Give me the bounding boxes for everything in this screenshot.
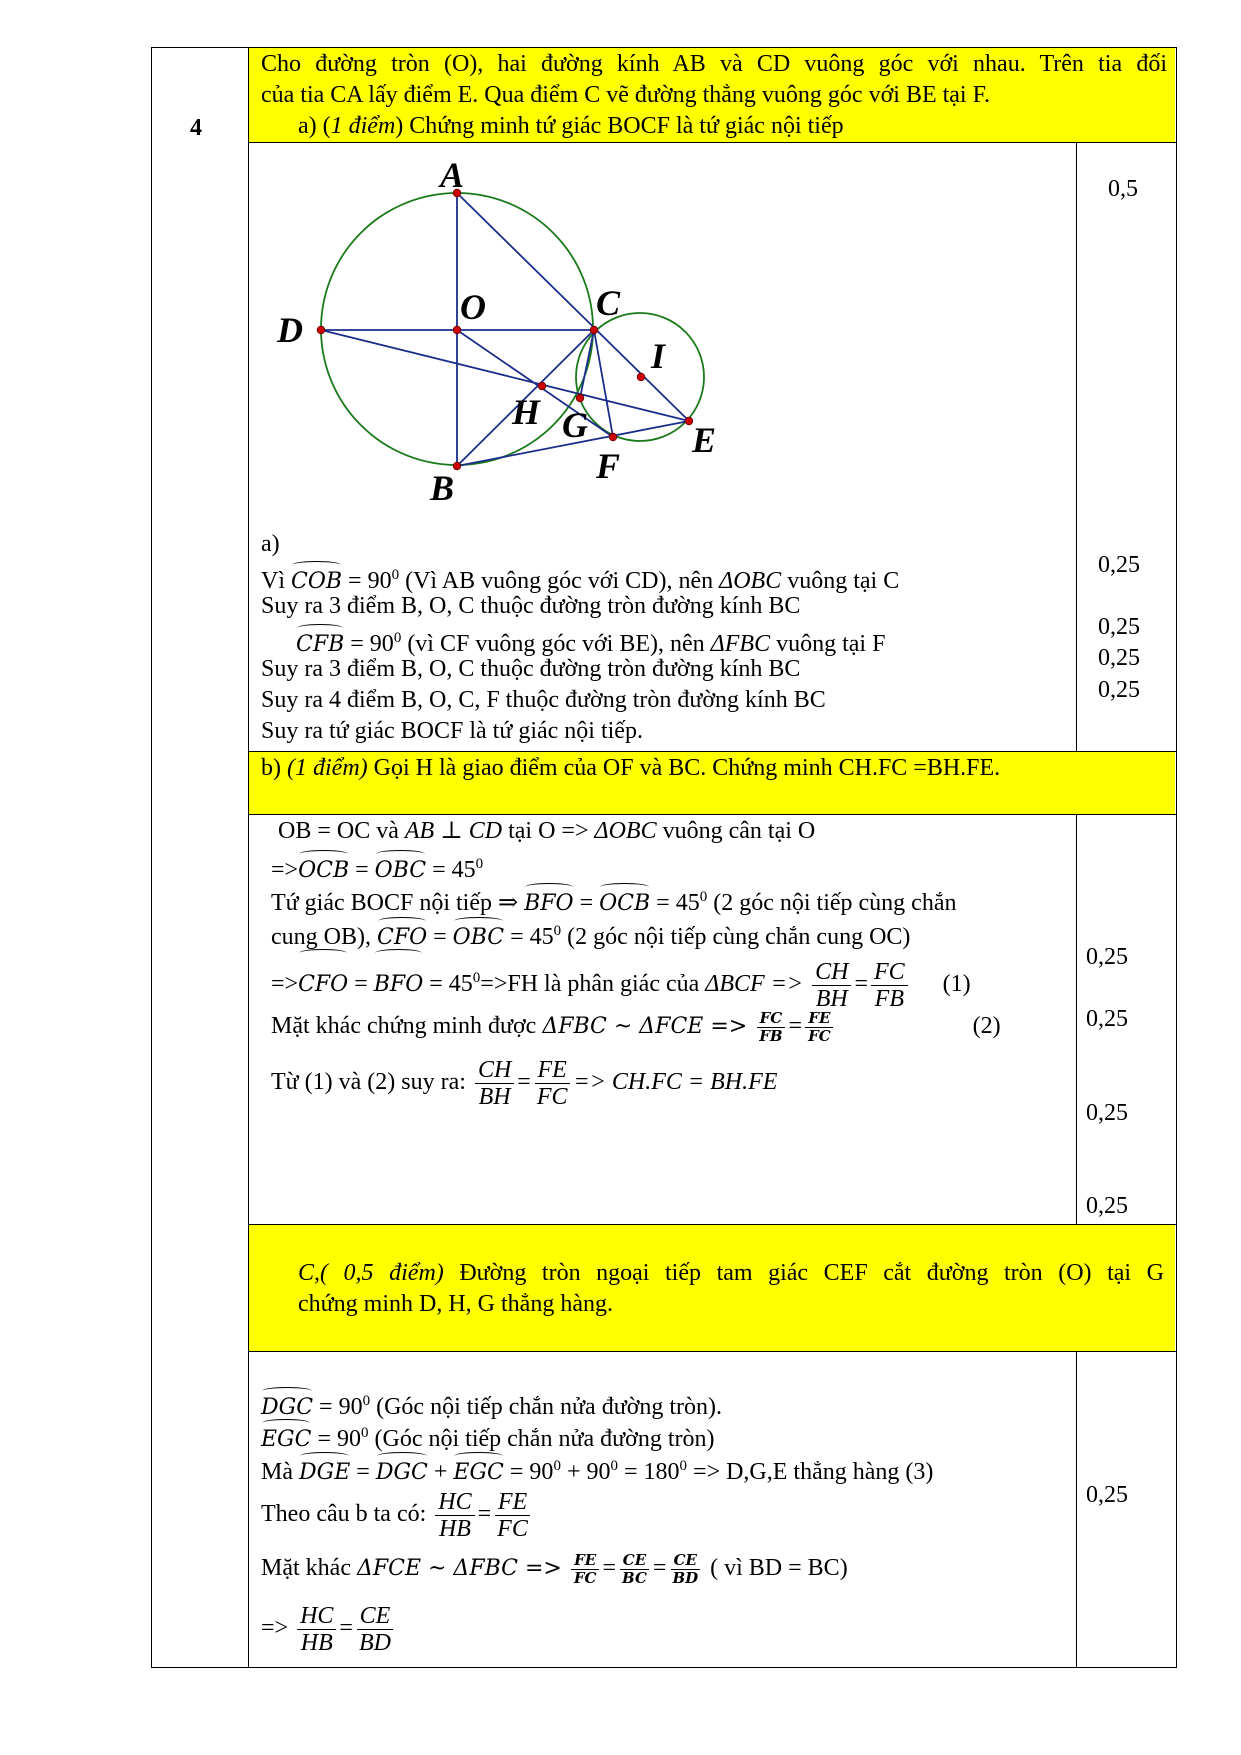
fraction-hc-hb-2: $\frac{HC}{HB}$ [297, 1603, 336, 1656]
score-a-3: 0,25 [1098, 645, 1140, 671]
label-c: C [596, 283, 621, 323]
label-f: F [596, 446, 621, 486]
fraction-fe-fc-small: $\frac{FE}{FC}$ [571, 1552, 600, 1587]
part-c-line-2: EGC = $90^0$ (Góc nội tiếp chắn nửa đường tròn) [261, 1425, 715, 1452]
part-a-prefix: a) ( [298, 113, 331, 139]
highlight-part-c [249, 1225, 1175, 1351]
point-labels [276, 155, 716, 508]
score-a-2: 0,25 [1098, 614, 1140, 640]
part-a-line-3: CFB = $90^0$ (vì CF vuông góc với BE), nên ΔFBC vuông tại F [296, 630, 886, 657]
part-c-line-5: Mặt khác ΔFCE ~ ΔFBC => $\frac{FE}{FC}$ = $\frac{CE}{BC}$ = $\frac{CE}{BD}$ ( vì BD = BC) [261, 1550, 848, 1587]
fraction-fc-fb: $\frac{FC}{FB}$ [871, 959, 908, 1012]
label-g: G [562, 405, 588, 445]
part-a-line-1: Vì COB = $90^0$ (Vì AB vuông góc với CD), nên ΔOBC vuông tại C [261, 567, 900, 594]
angle-cfb: CFB [296, 632, 345, 657]
point-o [453, 326, 461, 334]
part-a-points: 1 điểm [330, 113, 396, 139]
border-score-b [1076, 815, 1077, 1225]
point-i [637, 373, 645, 381]
fraction-ce-bd: $\frac{CE}{BD}$ [356, 1603, 394, 1656]
segment-ae [457, 193, 689, 421]
border-score-a [1076, 143, 1077, 752]
score-b-1: 0,25 [1086, 944, 1128, 970]
fraction-ce-bc-small: $\frac{CE}{BC}$ [619, 1552, 650, 1587]
border-h1 [248, 142, 1177, 143]
score-a-4: 0,25 [1098, 677, 1140, 703]
fraction-ce-bd-small: $\frac{CE}{BD}$ [672, 1550, 699, 1587]
part-a-heading: a) [261, 531, 280, 557]
part-b-line-7: Từ (1) và (2) suy ra: $\frac{CH}{BH}$ = $\frac{FE}{FC}$ => CH.FC = BH.FE [271, 1056, 778, 1110]
part-b-line-6: Mặt khác chứng minh được ΔFBC ~ ΔFCE => $\frac{FC}{FB}$ = $\frac{FE}{FC}$ (2) [271, 1008, 1001, 1045]
point-f [609, 433, 617, 441]
point-g [576, 394, 584, 402]
fraction-ch-bh-2: $\frac{CH}{BH}$ [475, 1057, 514, 1110]
part-c-line-6: => $\frac{HC}{HB}$ = $\frac{CE}{BD}$ [261, 1598, 397, 1658]
segment-de [321, 330, 689, 421]
part-b-line-5: =>CFO = BFO = $45^0=>FH$ là phân giác của ΔBCF => $\frac{CH}{BH}$ = $\frac{FC}{FB}$ (1) [271, 948, 971, 1015]
part-c-line-1: DGC = $90^0$ (Góc nội tiếp chắn nửa đường tròn). [261, 1393, 723, 1420]
geometry-figure [270, 150, 730, 510]
segments [321, 193, 689, 466]
border-top [151, 47, 1177, 48]
segment-cf [594, 330, 613, 437]
border-col1 [248, 47, 249, 1668]
label-o: O [460, 287, 486, 327]
fraction-fc-fb-small: $\frac{FC}{FB}$ [756, 1010, 785, 1045]
part-b-line-3: Tứ giác BOCF nội tiếp ⇒ BFO = OCB = $45^0$ (2 góc nội tiếp cùng chắn [271, 889, 957, 916]
label-e: E [692, 420, 717, 460]
point-h [538, 382, 546, 390]
border-h5 [248, 1351, 1177, 1352]
part-b-line-2: =>OCB = OBC = $45^0$ [271, 856, 484, 883]
fraction-hc-hb: $\frac{HC}{HB}$ [435, 1489, 474, 1542]
score-b-3: 0,25 [1086, 1100, 1128, 1126]
score-b-4: 0,25 [1086, 1193, 1128, 1219]
part-c-title-line-2: chứng minh D, H, G thẳng hàng. [298, 1291, 613, 1317]
border-h3 [248, 814, 1177, 815]
score-b-2: 0,25 [1086, 1006, 1128, 1032]
border-left [151, 47, 152, 1668]
fraction-fe-fc-small: $\frac{FE}{FC}$ [805, 1010, 834, 1045]
label-i: I [651, 336, 666, 376]
part-b-title: b) (1 điểm) Gọi H là giao điểm của OF và BC. Chứng minh CH.FC =BH.FE. [261, 755, 1001, 781]
border-h4 [248, 1224, 1177, 1225]
point-d [317, 326, 325, 334]
part-a-title [298, 112, 844, 141]
label-h: H [512, 392, 541, 432]
point-b [453, 462, 461, 470]
score-a-figure: 0,5 [1108, 176, 1138, 202]
label-b: B [430, 468, 455, 508]
border-right [1176, 47, 1177, 1668]
score-a-1: 0,25 [1098, 552, 1140, 578]
border-h2 [248, 751, 1177, 752]
part-a-text: ) Chứng minh tứ giác BOCF là tứ giác nội tiếp [395, 113, 844, 139]
problem-line-1: Cho đường tròn (O), hai đường kính AB và CD vuông góc với nhau. Trên tia đối [261, 51, 1167, 77]
part-a-line-2: Suy ra 3 điểm B, O, C thuộc đường tròn đường kính BC [261, 593, 801, 619]
part-c-line-3: Mà DGE = DGC + EGC = $90^0 + 90^0 = 180^0 => D,G,E$ thẳng hàng (3) [261, 1458, 934, 1485]
fraction-ch-bh: $\frac{CH}{BH}$ [812, 959, 851, 1012]
angle-cob: COB [291, 569, 343, 594]
part-a-line-4: Suy ra 3 điểm B, O, C thuộc đường tròn đường kính BC [261, 656, 801, 682]
problem-line-2: của tia CA lấy điểm E. Qua điểm C vẽ đường thẳng vuông góc với BE tại F. [261, 82, 991, 108]
fraction-fe-fc: $\frac{FE}{FC}$ [534, 1057, 571, 1110]
label-a: A [440, 155, 465, 195]
question-number: 4 [190, 115, 202, 141]
score-c-1: 0,25 [1086, 1482, 1128, 1508]
border-score-c [1076, 1352, 1077, 1668]
part-c-line-4: Theo câu b ta có: $\frac{HC}{HB}$ = $\frac{FE}{FC}$ [261, 1484, 534, 1544]
fraction-fe-fc-c: $\frac{FE}{FC}$ [494, 1489, 531, 1542]
part-b-line-1: OB = OC và AB ⊥ CD tại O => ΔOBC vuông cân tại O [278, 818, 816, 844]
part-a-line-6: Suy ra tứ giác BOCF là tứ giác nội tiếp. [261, 718, 643, 744]
border-bottom [151, 1667, 1177, 1668]
part-b-line-4: cung OB), CFO = OBC = $45^0$ (2 góc nội tiếp cùng chắn cung OC) [271, 923, 911, 950]
label-d: D [277, 310, 303, 350]
point-c [590, 326, 598, 334]
part-c-title-line-1: C,( 0,5 điểm) Đường tròn ngoại tiếp tam giác CEF cắt đường tròn (O) tại G [298, 1260, 1164, 1286]
part-a-line-5: Suy ra 4 điểm B, O, C, F thuộc đường tròn đường kính BC [261, 687, 826, 713]
